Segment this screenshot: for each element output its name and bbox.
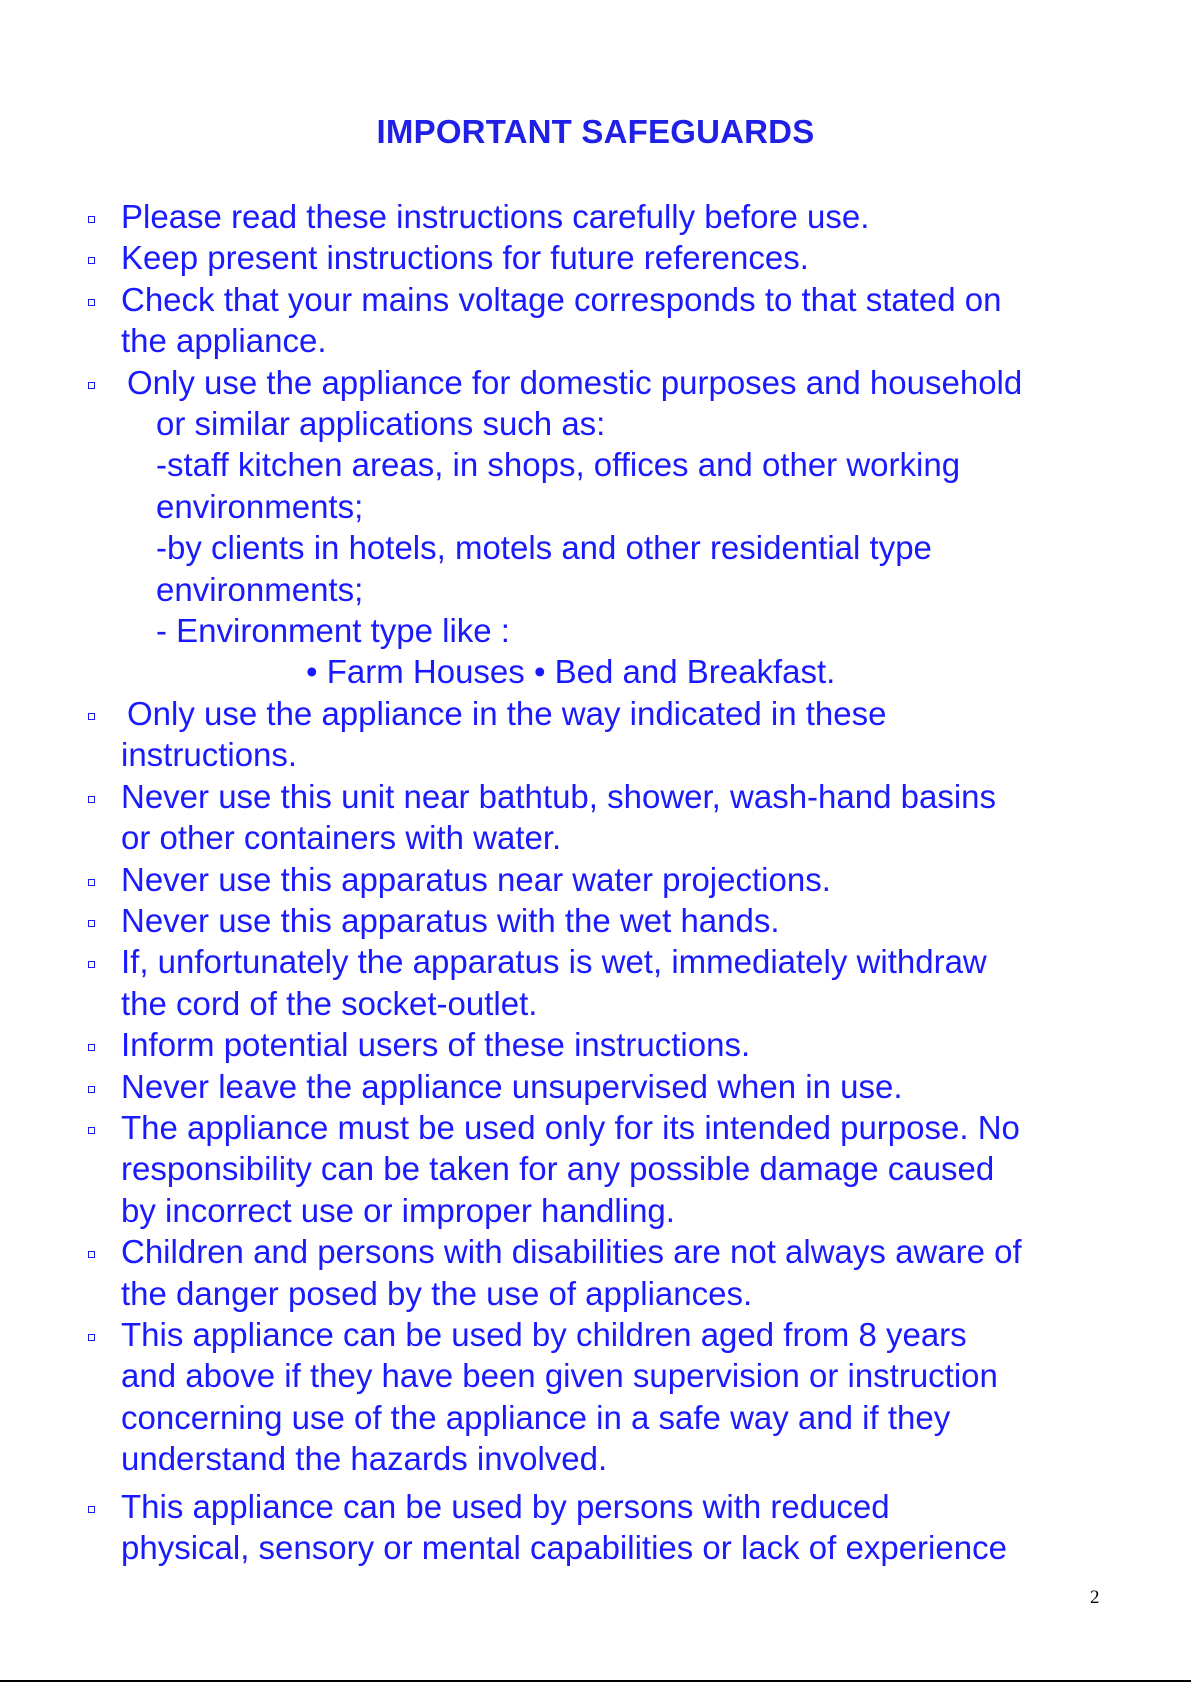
list-item: [0, 693, 1191, 776]
item-text-line: The appliance must be used only for its intended purpose. No: [121, 1108, 1020, 1146]
item-text-line: Never use this apparatus near water projections.: [121, 860, 831, 898]
square-bullet-icon: [88, 920, 95, 927]
item-text-line: physical, sensory or mental capabilities or lack of experience: [121, 1529, 1007, 1566]
item-text-line: Inform potential users of these instructions.: [121, 1026, 751, 1064]
item-text-line: Only use the appliance in the way indicated in these: [127, 694, 887, 732]
item-text-line: or other containers with water.: [121, 819, 562, 857]
item-text-line: • Farm Houses • Bed and Breakfast.: [306, 653, 836, 691]
item-text-line: environments;: [156, 487, 364, 525]
square-bullet-icon: [88, 382, 95, 389]
item-text-line: -staff kitchen areas, in shops, offices and other working: [156, 446, 961, 484]
page-number: 2: [1090, 1587, 1100, 1608]
item-text-line: - Environment type like :: [156, 612, 510, 650]
item-text-line: the danger posed by the use of appliances.: [121, 1274, 753, 1312]
safeguards-list: [0, 196, 1191, 1568]
square-bullet-icon: [88, 1127, 95, 1134]
item-text-line: and above if they have been given supervision or instruction: [121, 1357, 998, 1395]
item-text-line: or similar applications such as:: [156, 405, 606, 443]
list-item: [0, 279, 1191, 362]
list-item: [0, 900, 1191, 941]
list-item: [0, 1314, 1191, 1480]
item-text-line: instructions.: [121, 736, 298, 774]
square-bullet-icon: [88, 216, 95, 223]
page-title: IMPORTANT SAFEGUARDS: [376, 113, 815, 150]
list-item: [0, 362, 1191, 693]
list-item: [0, 1024, 1191, 1065]
list-item: [0, 237, 1191, 278]
item-text-line: If, unfortunately the apparatus is wet, immediately withdraw: [121, 943, 987, 981]
item-text-line: responsibility can be taken for any possible damage caused: [121, 1150, 995, 1188]
square-bullet-icon: [88, 879, 95, 886]
item-text-line: environments;: [156, 570, 364, 608]
square-bullet-icon: [88, 796, 95, 803]
item-text-line: Please read these instructions carefully before use.: [121, 198, 870, 235]
square-bullet-icon: [88, 299, 95, 306]
item-text-line: the appliance.: [121, 322, 327, 360]
list-item: [0, 1486, 1191, 1569]
list-item: [0, 776, 1191, 859]
square-bullet-icon: [88, 713, 95, 720]
item-text-line: Check that your mains voltage corresponds to that stated on: [121, 280, 1002, 318]
list-item: [0, 859, 1191, 900]
list-item: [0, 196, 1191, 237]
list-item: [0, 941, 1191, 1024]
square-bullet-icon: [88, 1334, 95, 1341]
square-bullet-icon: [88, 1086, 95, 1093]
list-item: [0, 1066, 1191, 1107]
square-bullet-icon: [88, 1506, 95, 1513]
item-text-line: the cord of the socket-outlet.: [121, 984, 538, 1022]
list-item: [0, 1107, 1191, 1231]
item-text-line: concerning use of the appliance in a safe way and if they: [121, 1398, 951, 1436]
square-bullet-icon: [88, 1044, 95, 1051]
item-text-line: by incorrect use or improper handling.: [121, 1191, 675, 1229]
page-bottom-rule: [0, 1680, 1191, 1682]
item-text-line: Keep present instructions for future references.: [121, 239, 809, 277]
square-bullet-icon: [88, 961, 95, 968]
item-text-line: understand the hazards involved.: [121, 1440, 608, 1478]
list-item: [0, 1231, 1191, 1314]
item-text-line: Never use this unit near bathtub, shower, wash-hand basins: [121, 777, 997, 815]
item-text-line: -by clients in hotels, motels and other residential type: [156, 529, 932, 567]
square-bullet-icon: [88, 257, 95, 264]
item-text-line: This appliance can be used by children aged from 8 years: [121, 1315, 967, 1353]
item-text-line: Never leave the appliance unsupervised when in use.: [121, 1067, 903, 1105]
item-text-line: Children and persons with disabilities are not always aware of: [121, 1233, 1022, 1271]
item-text-line: Never use this apparatus with the wet hands.: [121, 901, 780, 939]
square-bullet-icon: [88, 1251, 95, 1258]
item-text-line: This appliance can be used by persons with reduced: [121, 1487, 890, 1525]
item-text-line: Only use the appliance for domestic purposes and household: [127, 363, 1023, 401]
